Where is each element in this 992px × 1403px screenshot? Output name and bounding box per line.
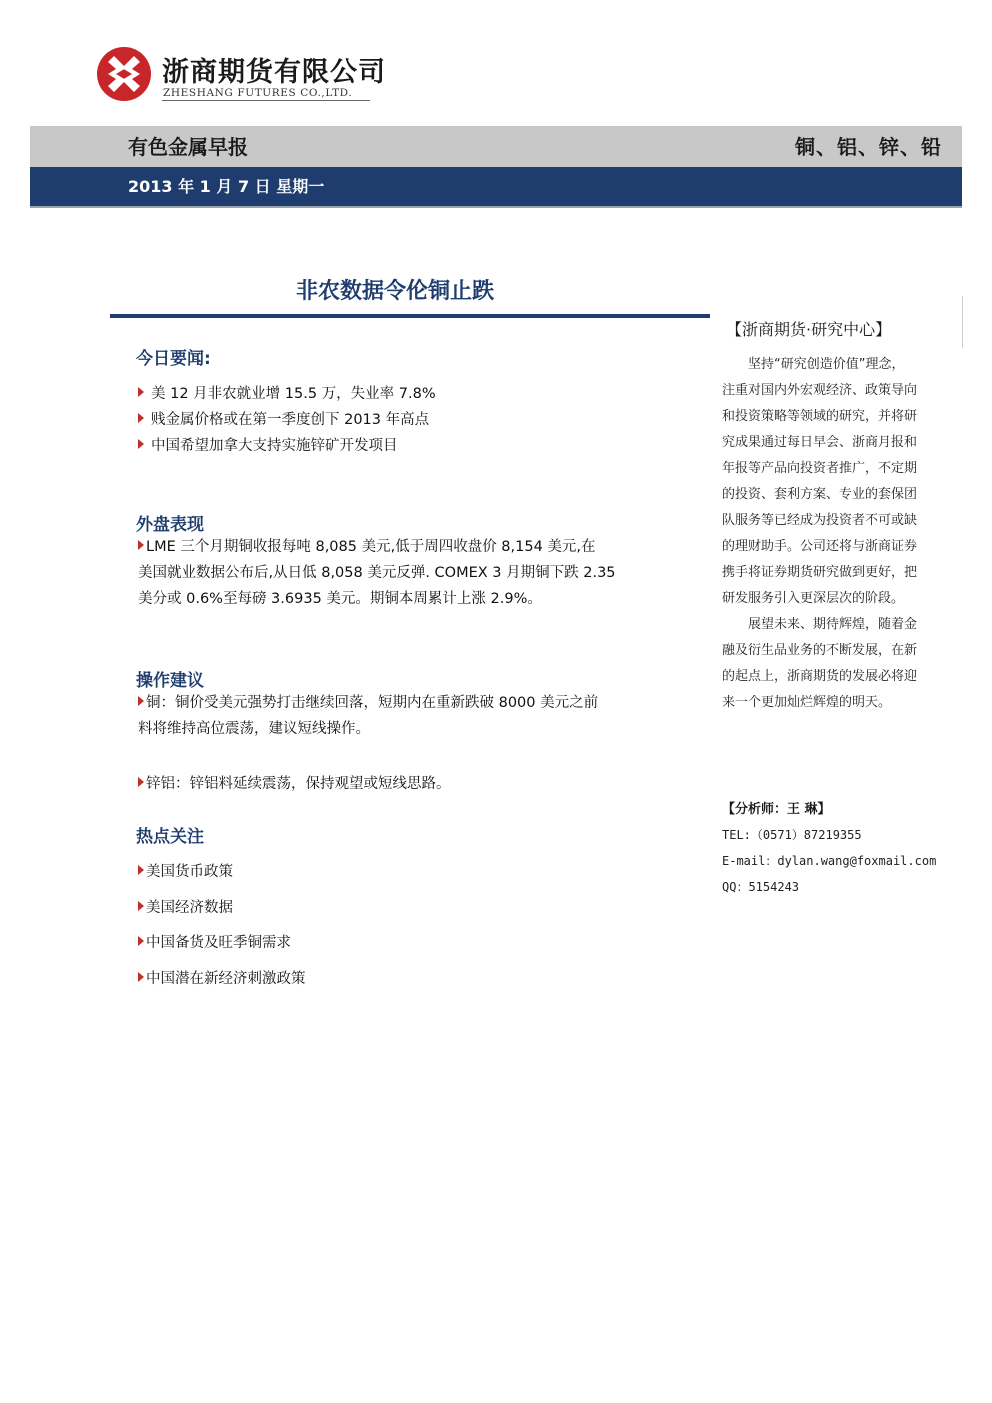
report-date: 2013 年 1 月 7 日 星期一 (128, 177, 325, 196)
analyst-email[interactable]: E-mail：dylan.wang@foxmail.com (722, 854, 937, 868)
analyst-name: 【分析师：王 琳】 (722, 802, 831, 817)
hot-topic-item: 中国潜在新经济刺激政策 (138, 967, 306, 988)
metals-label: 铜、铝、锌、铅 (795, 135, 942, 159)
hot-topic-item: 美国货币政策 (138, 860, 233, 881)
bullet-arrow-icon (138, 901, 144, 911)
bullet-arrow-icon (138, 696, 144, 706)
page-title: 非农数据令伦铜止跌 (295, 279, 494, 304)
sidebar-heading: 【浙商期货·研究中心】 (726, 320, 892, 339)
company-name-en: ZHESHANG FUTURES CO.,LTD. (163, 87, 353, 99)
hot-topic-item: 美国经济数据 (138, 896, 233, 917)
header-shadow (30, 206, 962, 208)
advice-zinc-aluminum: 锌铝：锌铝料延续震荡，保持观望或短线思路。 (138, 772, 451, 793)
bullet-arrow-icon (138, 777, 144, 787)
bullet-arrow-icon (138, 540, 144, 550)
advice-heading: 操作建议 (136, 671, 204, 691)
sidebar-divider (962, 296, 963, 348)
news-item: 美 12 月非农就业增 15.5 万，失业率 7.8% (138, 382, 436, 403)
bullet-arrow-icon (138, 387, 144, 397)
bullet-arrow-icon (138, 865, 144, 875)
hot-topic-item: 中国备货及旺季铜需求 (138, 931, 291, 952)
overseas-paragraph: LME 三个月期铜收报每吨 8,085 美元,低于周四收盘价 8,154 美元,在 美国就业数据公布后,从日低 8,058 美元反弹. COMEX 3 月期铜下跌 2.35 美分或 0.6%至每磅 3.6935 美元。期铜本周累计上涨 2.9%。 (138, 539, 616, 607)
bullet-arrow-icon (138, 413, 144, 423)
logo-divider (162, 100, 370, 101)
news-item: 中国希望加拿大支持实施锌矿开发项目 (138, 434, 398, 455)
analyst-qq: QQ：5154243 (722, 880, 800, 894)
analyst-tel: TEL:（0571）87219355 (722, 828, 862, 842)
bullet-arrow-icon (138, 936, 144, 946)
overseas-heading: 外盘表现 (136, 515, 204, 535)
bullet-arrow-icon (138, 439, 144, 449)
advice-copper: 铜：铜价受美元强势打击继续回落，短期内在重新跌破 8000 美元之前 料将维持高位震荡，建议短线操作。 (138, 695, 599, 737)
title-underline (110, 314, 710, 318)
sidebar-outlook-paragraph: 展望未来、期待辉煌，随着金 融及衍生品业务的不断发展，在新 的起点上，浙商期货的发展必将迎 来一个更加灿烂辉煌的明天。 (722, 617, 918, 710)
sidebar-intro-paragraph: 坚持“研究创造价值”理念， 注重对国内外宏观经济、政策导向 和投资策略等领域的研究，并将研 究成果通过每日早会、浙商月报和 年报等产品向投资者推广，不定期 的投资、套利方案、专业的套保团 队服务等已经成为投资者不可或缺 的理财助手。公司还将与浙商证券 携手将证券期货研究做到更好，把 研发服务引入更深层次的阶段。 (722, 357, 918, 606)
hot-topics-heading: 热点关注 (136, 827, 204, 847)
company-name-cn: 浙商期货有限公司 (162, 57, 386, 88)
company-logo-icon (96, 46, 152, 102)
report-type: 有色金属早报 (128, 135, 248, 159)
bullet-arrow-icon (138, 972, 144, 982)
news-item: 贱金属价格或在第一季度创下 2013 年高点 (138, 408, 429, 429)
news-heading: 今日要闻: (136, 349, 211, 369)
